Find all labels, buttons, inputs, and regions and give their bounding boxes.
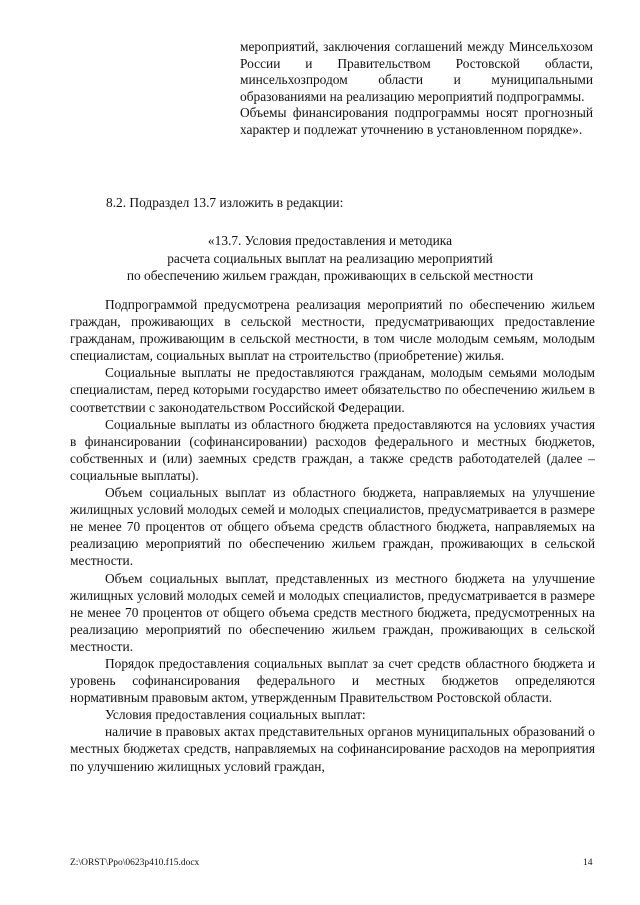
body-paragraph: Социальные выплаты не предоставляются гражданам, молодым семьями молодым специалистам, перед которыми государство имеет обязательство по обеспечению жильем в соответствии с законодательством Российской Федерации.: [70, 365, 595, 415]
body-paragraph: Порядок предоставления социальных выплат за счет средств областного бюджета и уровень софинансирования федерального и местных бюджетов определяются нормативным правовым актом, утвержденным Правительством Ростовской области.: [70, 655, 595, 706]
section-title-line: по обеспечению жильем граждан, проживающих в сельской местности: [126, 268, 534, 284]
section-body: [70, 296, 595, 775]
footer-file-path: Z:\ORST\Ppo\0623p410.f15.docx: [70, 858, 200, 868]
amendment-instruction: 8.2. Подраздел 13.7 изложить в редакции:: [106, 195, 344, 210]
body-paragraph: Объем социальных выплат из областного бюджета, направляемых на улучшение жилищных условий молодых семей и молодых специалистов, предусматривается в размере не менее 70 процентов от общего объема средств областного бюджета, направляемых на реализацию мероприятий по обеспечению жильем граждан, проживающих в сельской местности.: [70, 485, 595, 569]
section-title-line: «13.7. Условия предоставления и методика: [207, 233, 453, 248]
body-paragraph: Условия предоставления социальных выплат:: [105, 707, 366, 723]
section-title: [70, 232, 590, 285]
body-paragraph: Подпрограммой предусмотрена реализация мероприятий по обеспечению жильем граждан, проживающих в сельской местности, предусматривающих предоставление гражданам, проживающим в сельской местности, в том числе молодым семьям, молодым специалистам, социальных выплат на строительство (приобретение) жилья.: [70, 297, 595, 364]
body-paragraph: Социальные выплаты из областного бюджета предоставляются на условиях участия в финансировании (софинансировании) расходов федерального и местных бюджетов, собственных и (или) заемных средств граждан, а также средств работодателей (далее – социальные выплаты).: [70, 416, 595, 483]
body-paragraph: наличие в правовых актах представительных органов муниципальных образований о местных бюджетах средств, направляемых на софинансирование расходов на мероприятия по улучшению жилищных условий граждан,: [70, 724, 595, 774]
section-title-line: расчета социальных выплат на реализацию мероприятий: [167, 250, 493, 266]
page-number: 14: [583, 858, 593, 868]
table-cell-paragraph: мероприятий, заключения соглашений между Минсельхозом России и Правительством Ростовской области, минсельхозпродом области и муниципальными образованиями на реализацию мероприятий подпрограммы.: [240, 39, 593, 104]
table-cell-paragraph: Объемы финансирования подпрограммы носят прогнозный характер и подлежат уточнению в установленном порядке».: [240, 105, 593, 137]
table-cell-continuation: [240, 39, 593, 139]
body-paragraph: Объем социальных выплат, представленных из местного бюджета на улучшение жилищных условий молодых семей и молодых специалистов, предусматривается в размере не менее 70 процентов от общего объема средств местного бюджета, предусмотренных на реализацию мероприятий по обеспечению жильем граждан, проживающих в сельской местности.: [70, 570, 595, 654]
